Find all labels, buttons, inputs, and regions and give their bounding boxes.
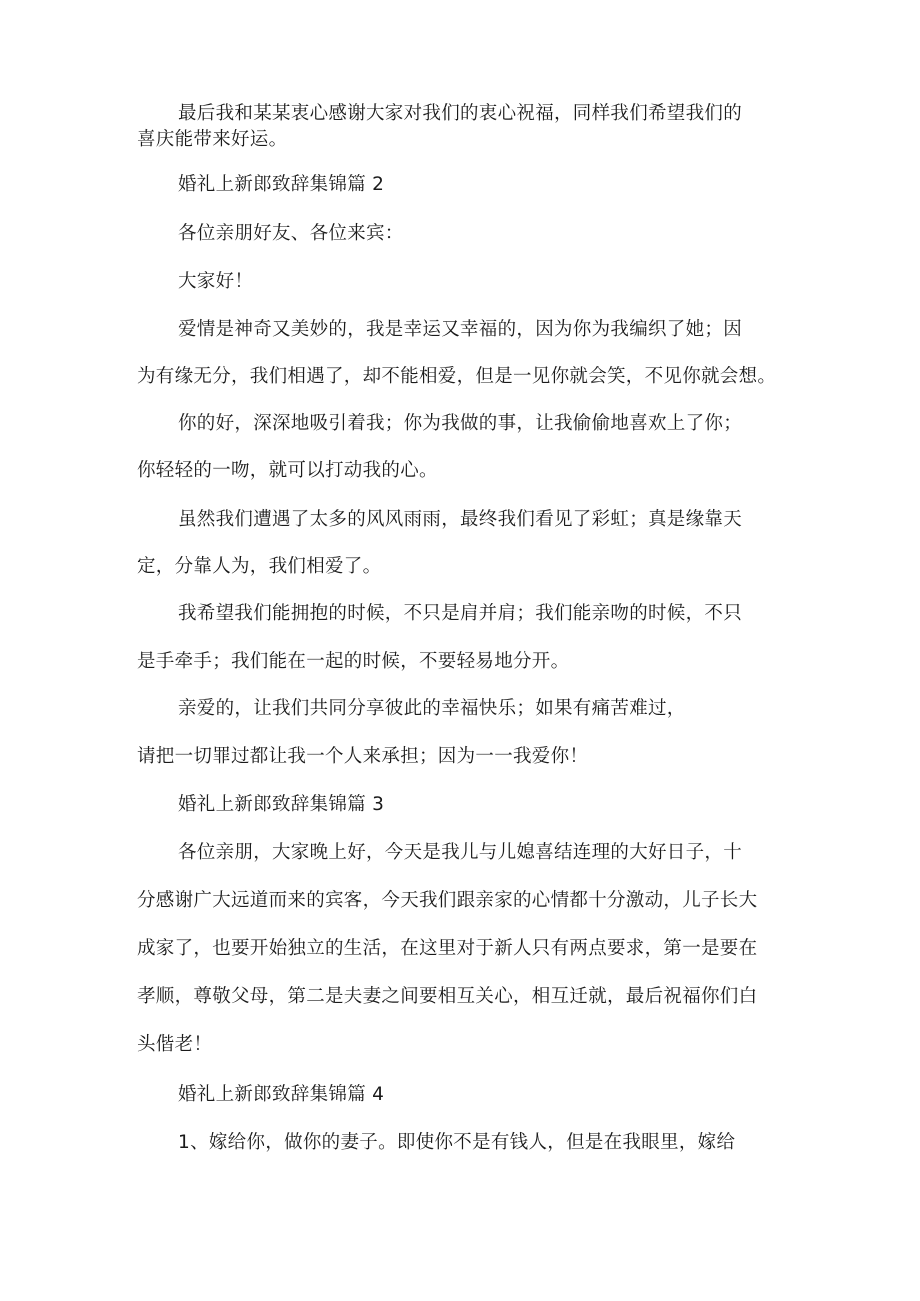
goodness-paragraph-line-1: 你的好，深深地吸引着我；你为我做的事，让我偷偷地喜欢上了你； bbox=[178, 413, 743, 434]
dear-paragraph-line-2: 请把一切罪过都让我一个人来承担；因为一一我爱你！ bbox=[137, 746, 589, 767]
rainbow-paragraph-line-1: 虽然我们遭遇了太多的风风雨雨，最终我们看见了彩虹；真是缘靠天 bbox=[178, 509, 743, 530]
section-heading-2: 婚礼上新郎致辞集锦篇 2 bbox=[178, 174, 385, 195]
parents-paragraph-line-1: 各位亲朋，大家晚上好，今天是我儿与儿媳喜结连理的大好日子，十 bbox=[178, 842, 743, 863]
section-heading-3: 婚礼上新郎致辞集锦篇 3 bbox=[178, 794, 385, 815]
love-paragraph-line-1: 爱情是神奇又美妙的，我是幸运又幸福的，因为你为我编织了她；因 bbox=[178, 319, 743, 340]
marry-paragraph-line-1: 1、嫁给你，做你的妻子。即使你不是有钱人，但是在我眼里，嫁给 bbox=[178, 1132, 736, 1153]
goodness-paragraph-line-2: 你轻轻的一吻，就可以打动我的心。 bbox=[137, 460, 438, 481]
parents-paragraph-line-4: 孝顺，尊敬父母，第二是夫妻之间要相互关心，相互迁就，最后祝福你们白 bbox=[137, 986, 758, 1007]
love-paragraph-line-2: 为有缘无分，我们相遇了，却不能相爱，但是一见你就会笑，不见你就会想。 bbox=[137, 366, 777, 387]
parents-paragraph-line-5: 头偕老！ bbox=[137, 1034, 213, 1055]
closing-paragraph-line-2: 喜庆能带来好运。 bbox=[137, 129, 288, 150]
hope-paragraph-line-2: 是手牵手；我们能在一起的时候，不要轻易地分开。 bbox=[137, 651, 570, 672]
greeting-line: 各位亲朋好友、各位来宾： bbox=[178, 223, 404, 244]
parents-paragraph-line-3: 成家了，也要开始独立的生活，在这里对于新人只有两点要求，第一是要在 bbox=[137, 938, 758, 959]
section-heading-4: 婚礼上新郎致辞集锦篇 4 bbox=[178, 1084, 385, 1105]
hope-paragraph-line-1: 我希望我们能拥抱的时候，不只是肩并肩；我们能亲吻的时候，不只 bbox=[178, 603, 743, 624]
parents-paragraph-line-2: 分感谢广大远道而来的宾客，今天我们跟亲家的心情都十分激动，儿子长大 bbox=[137, 890, 758, 911]
hello-line: 大家好！ bbox=[178, 271, 254, 292]
rainbow-paragraph-line-2: 定，分靠人为，我们相爱了。 bbox=[137, 556, 382, 577]
closing-paragraph-line-1: 最后我和某某衷心感谢大家对我们的衷心祝福，同样我们希望我们的 bbox=[178, 103, 743, 124]
dear-paragraph-line-1: 亲爱的，让我们共同分享彼此的幸福快乐；如果有痛苦难过， bbox=[178, 698, 686, 719]
